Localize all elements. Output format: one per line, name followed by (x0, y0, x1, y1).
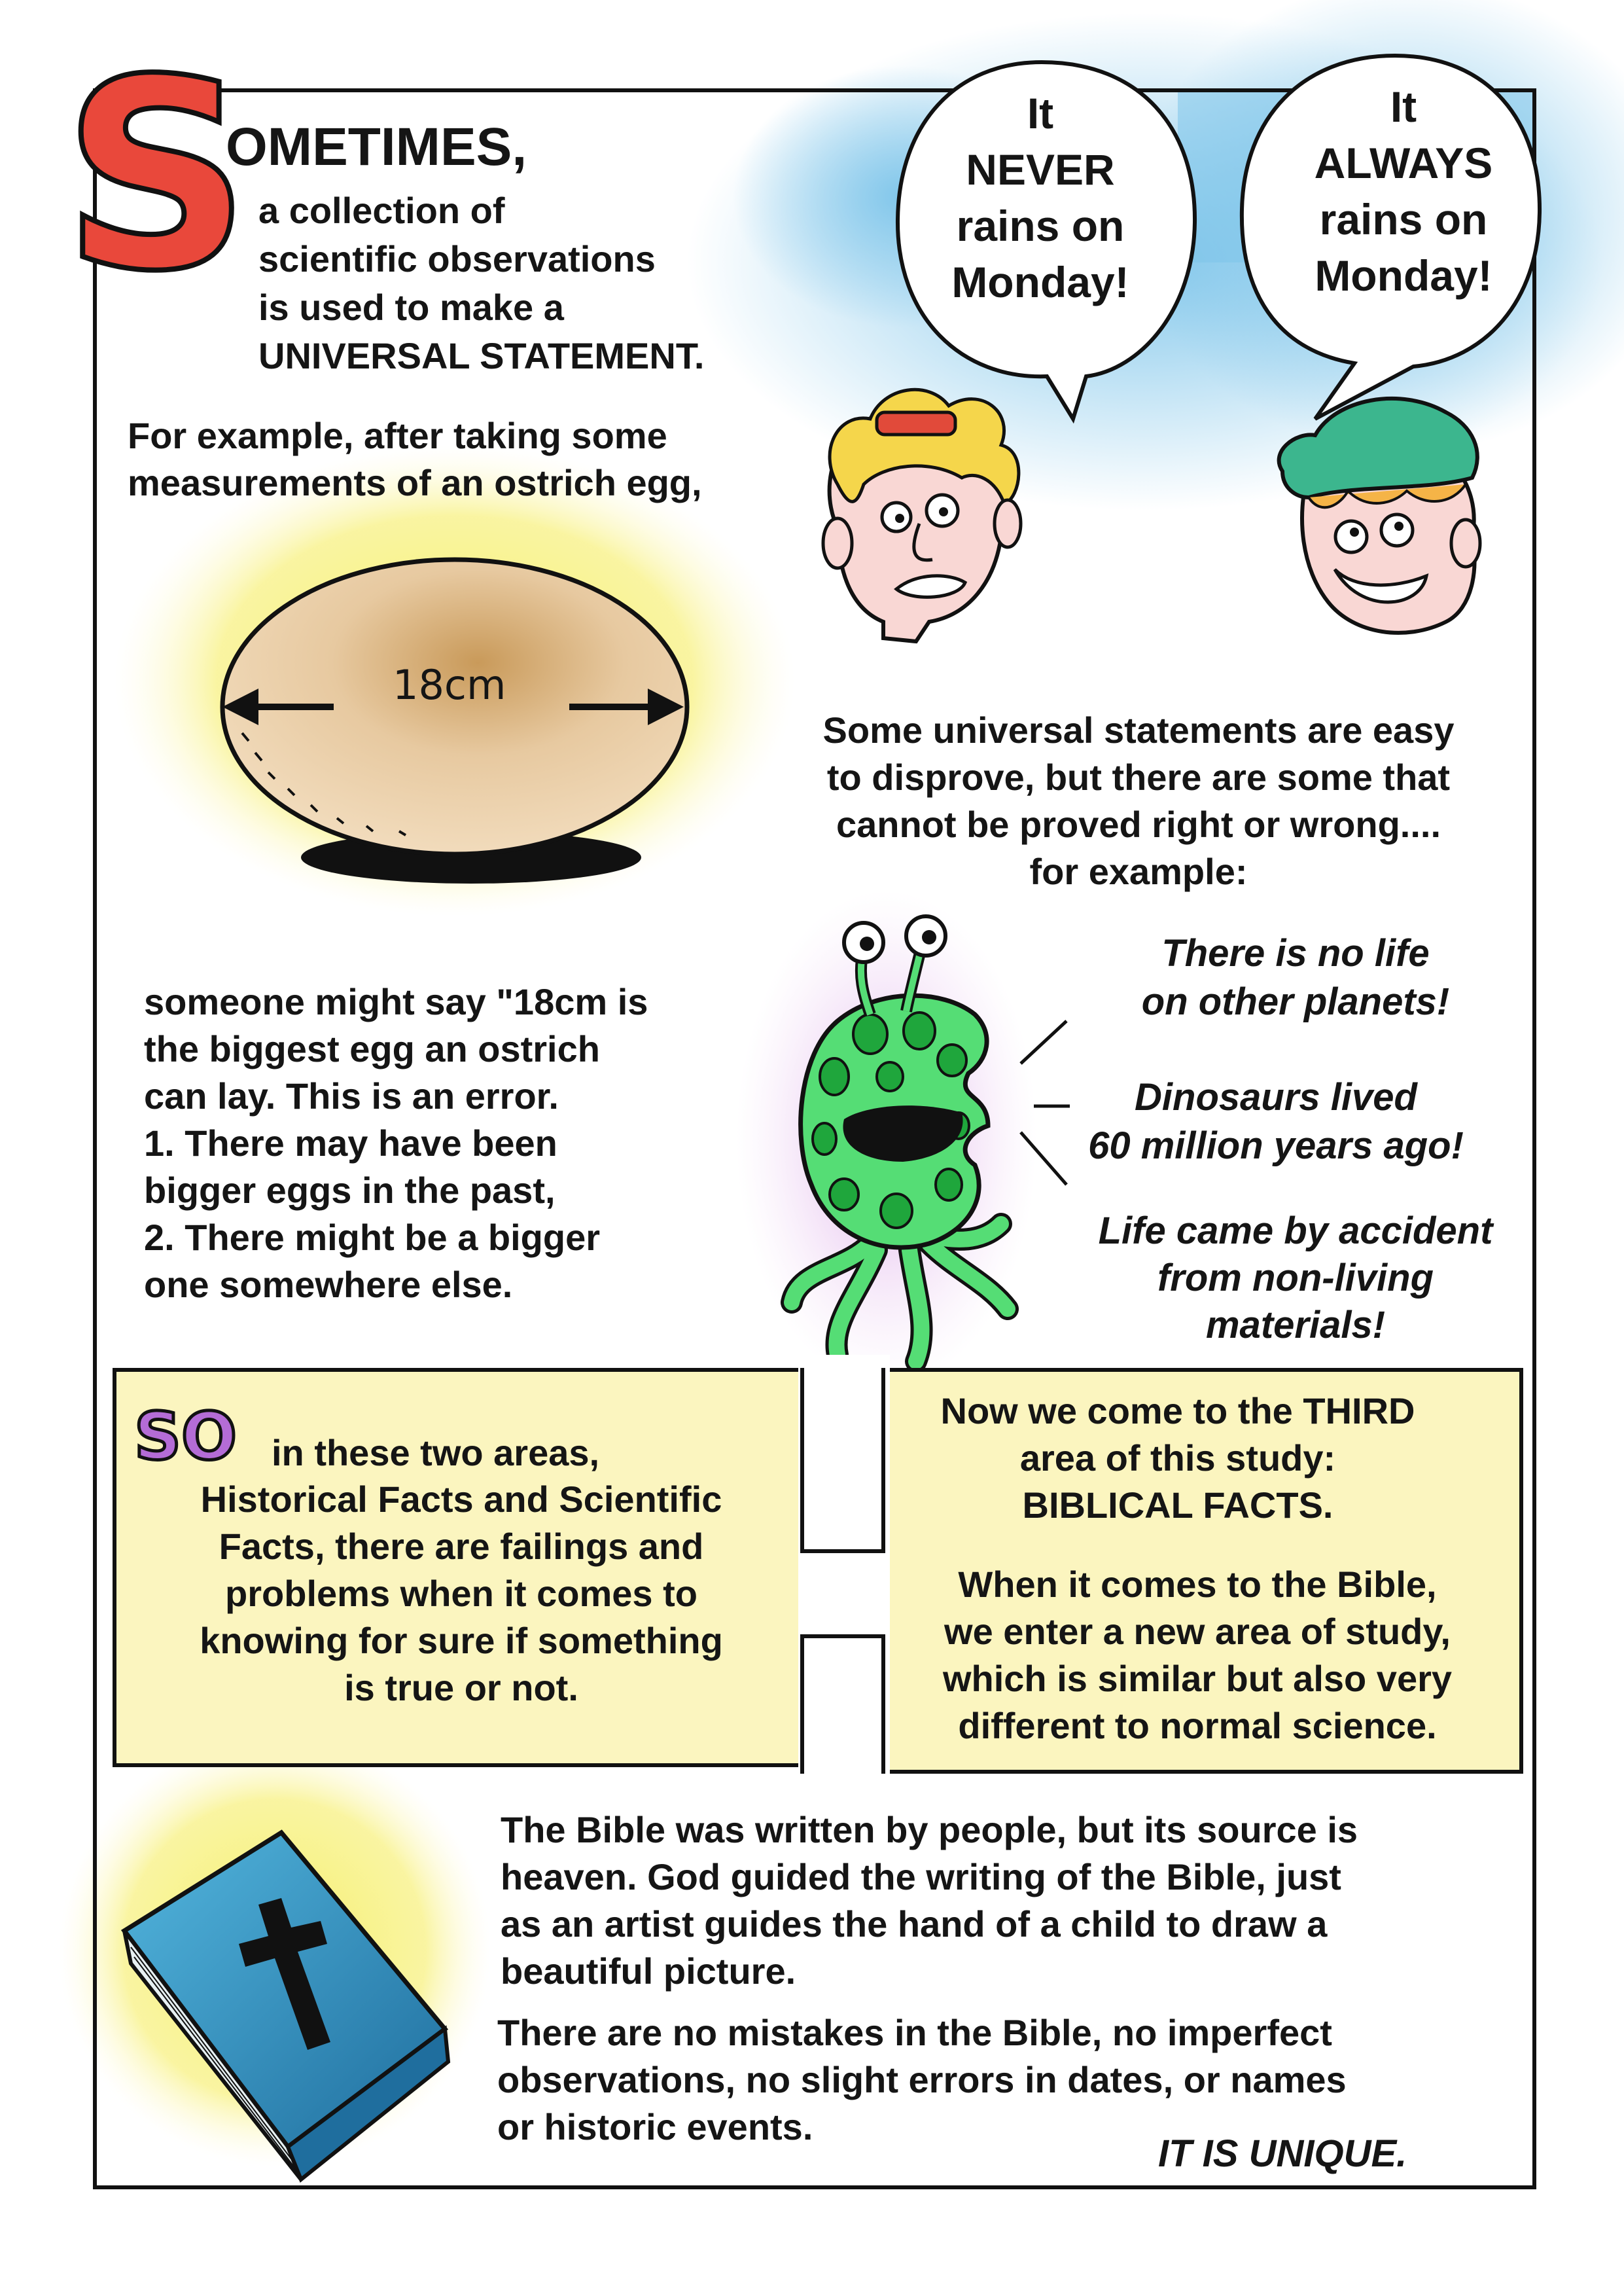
so-label: SO (134, 1398, 238, 1475)
third-line: we enter a new area of study, (944, 1611, 1451, 1652)
disprove-text (759, 707, 1518, 895)
bubble-line: Monday! (1315, 251, 1492, 300)
it-is-unique: IT IS UNIQUE. (1158, 2132, 1407, 2175)
right-bubble-text (1266, 79, 1541, 304)
bible-line: The Bible was written by people, but its source is (501, 1809, 1358, 1850)
bible-illustration (85, 1767, 478, 2193)
bible-line: There are no mistakes in the Bible, no imperfect (497, 2012, 1332, 2053)
someone-line: bigger eggs in the past, (144, 1170, 556, 1211)
someone-line: 1. There may have been (144, 1122, 557, 1164)
example-line: measurements of an ostrich egg, (128, 462, 702, 503)
intro-text (258, 187, 704, 380)
bubble-line: ALWAYS (1314, 139, 1493, 187)
third-box-text-a (877, 1388, 1479, 1529)
claim-line: Dinosaurs lived (1135, 1076, 1417, 1119)
bible-line: as an artist guides the hand of a child to draw a (501, 1903, 1328, 1945)
third-box-text-b (883, 1561, 1511, 1749)
example-line: For example, after taking some (128, 415, 667, 456)
someone-line: 2. There might be a bigger (144, 1217, 601, 1258)
bible-line: or historic events. (497, 2106, 813, 2147)
claim-no-life (1067, 929, 1525, 1026)
bubble-line: Monday! (951, 258, 1129, 306)
intro-line: UNIVERSAL STATEMENT. (258, 335, 705, 376)
third-line: When it comes to the Bible, (958, 1564, 1437, 1605)
ostrich-egg-illustration (183, 517, 733, 910)
bible-line: heaven. God guided the writing of the Bible, just (501, 1856, 1341, 1897)
left-bubble-text (909, 85, 1171, 310)
egg-label: 18cm (393, 661, 506, 709)
so-line: Facts, there are failings and (219, 1526, 704, 1567)
alien-illustration (772, 903, 1034, 1374)
claim-line: 60 million years ago! (1088, 1124, 1464, 1167)
bubble-line: It (1390, 82, 1417, 131)
left-boy-head (823, 389, 1021, 641)
disprove-line: cannot be proved right or wrong.... (836, 804, 1441, 845)
bible-book (124, 1833, 448, 2179)
someone-line: someone might say "18cm is (144, 981, 648, 1022)
so-line: Historical Facts and Scientific (200, 1479, 722, 1520)
claim-line: from non-living (1157, 1257, 1434, 1299)
disprove-line: for example: (1029, 851, 1248, 892)
so-first-line: in these two areas, (272, 1432, 600, 1473)
claim-life-accident (1060, 1208, 1531, 1349)
claim-line: Life came by accident (1098, 1210, 1493, 1252)
characters (798, 373, 1531, 713)
so-box-text (124, 1476, 798, 1712)
intro-line: is used to make a (258, 287, 564, 328)
so-line: problems when it comes to (225, 1573, 697, 1614)
drop-cap-s: S (62, 24, 251, 329)
alien (792, 916, 1008, 1361)
intro-line: a collection of (258, 190, 505, 231)
so-line: is true or not. (344, 1667, 578, 1708)
disprove-line: to disprove, but there are some that (826, 757, 1451, 798)
someone-line: can lay. This is an error. (144, 1075, 559, 1117)
someone-line: one somewhere else. (144, 1264, 513, 1305)
bible-para-2 (497, 2009, 1347, 2151)
right-boy-head (1279, 399, 1480, 633)
third-line: BIBLICAL FACTS. (1022, 1484, 1333, 1526)
intro-line: scientific observations (258, 238, 656, 279)
disprove-line: Some universal statements are easy (822, 709, 1455, 751)
bubble-line: rains on (1319, 195, 1488, 243)
so-line: knowing for sure if something (200, 1620, 723, 1661)
third-line: area of this study: (1019, 1437, 1336, 1479)
bubble-line: rains on (956, 202, 1125, 250)
example-text (128, 412, 702, 507)
box-connector (798, 1355, 890, 1780)
bubble-line: NEVER (966, 145, 1115, 194)
bible-line: beautiful picture. (501, 1950, 796, 1992)
third-line: Now we come to the THIRD (940, 1390, 1415, 1431)
bible-line: observations, no slight errors in dates, or names (497, 2059, 1347, 2100)
claim-line: There is no life (1161, 932, 1430, 975)
bible-para-1 (501, 1806, 1358, 1995)
claim-line: materials! (1205, 1304, 1386, 1346)
third-line: which is similar but also very (942, 1658, 1453, 1699)
claim-dinosaurs (1047, 1073, 1505, 1170)
someone-text (144, 978, 648, 1308)
bubble-line: It (1027, 89, 1054, 137)
claim-line: on other planets! (1141, 980, 1450, 1023)
intro-title: OMETIMES, (226, 117, 527, 177)
someone-line: the biggest egg an ostrich (144, 1028, 600, 1069)
third-line: different to normal science. (958, 1705, 1437, 1746)
